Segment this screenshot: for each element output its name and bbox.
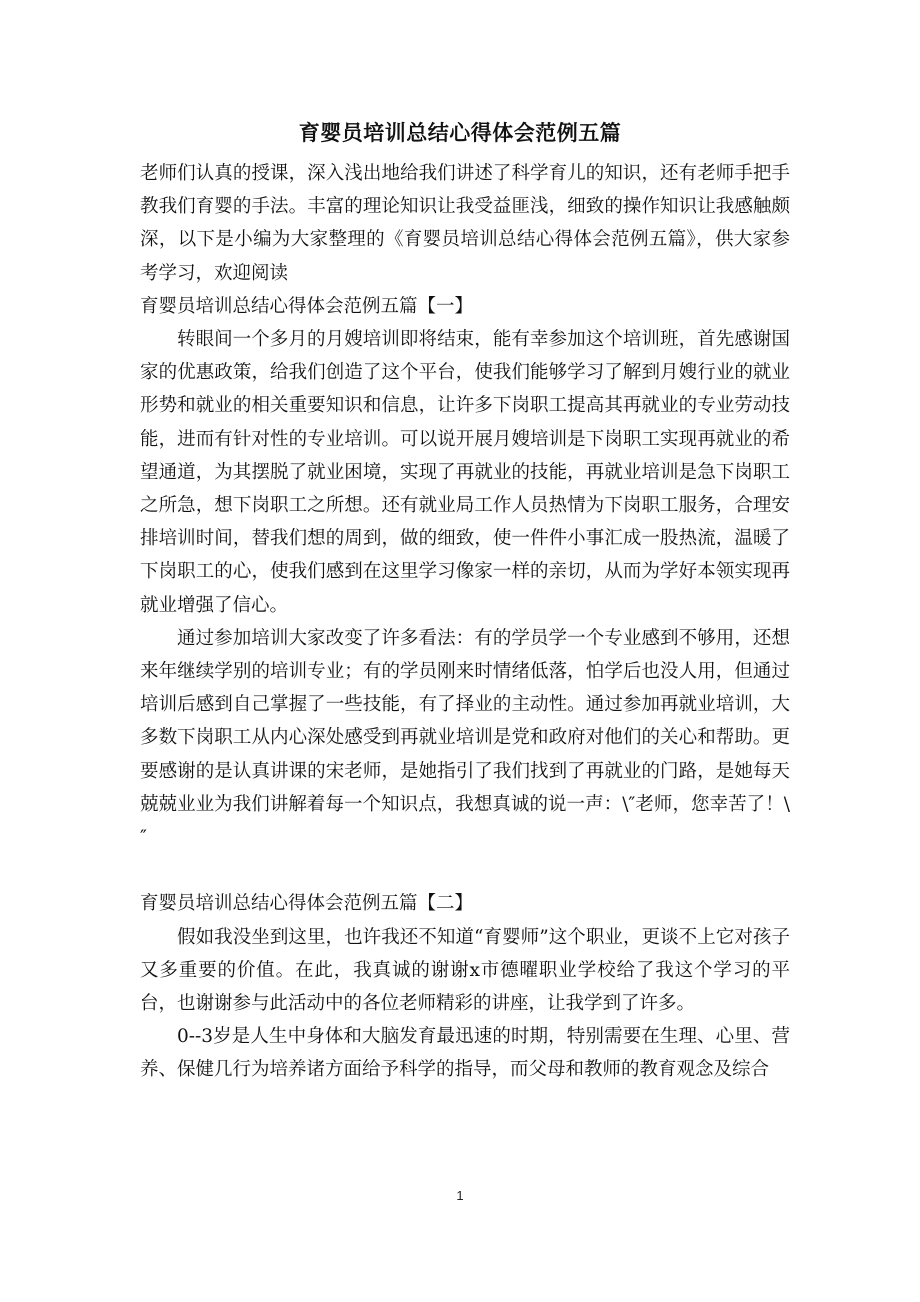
document-title: 育婴员培训总结心得体会范例五篇 — [298, 120, 622, 145]
section-spacer — [140, 854, 790, 887]
page-number: 1 — [456, 1188, 464, 1203]
section-heading-2: 育婴员培训总结心得体会范例五篇【二】 — [140, 893, 474, 915]
intro-paragraph: 老师们认真的授课，深入浅出地给我们讲述了科学育儿的知识，还有老师手把手教我们育婴的手法。丰富的理论知识让我受益匪浅，细致的操作知识让我感触颇深，以下是小编为大家整理的《育婴员培训总结心得体会范例五篇》，供大家参考学习，欢迎阅读 — [140, 163, 790, 284]
section-2-paragraph-2: 0--3岁是人生中身体和大脑发育最迅速的时期，特别需要在生理、心里、营养、保健几行为培养诸方面给予科学的指导，而父母和教师的教育观念及综合 — [140, 1026, 790, 1081]
section-1-paragraph-1: 转眼间一个多月的月嫂培训即将结束，能有幸参加这个培训班，首先感谢国家的优惠政策，给我们创造了这个平台，使我们能够学习了解到月嫂行业的就业形势和就业的相关重要知识和信息，让许多下岗职工提高其再就业的专业劳动技能，进而有针对性的专业培训。可以说开展月嫂培训是下岗职工实现再就业的希望通道，为其摆脱了就业困境，实现了再就业的技能，再就业培训是急下岗职工之所急，想下岗职工之所想。还有就业局工作人员热情为下岗职工服务，合理安排培训时间，替我们想的周到，做的细致，使一件件小事汇成一股热流，温暖了下岗职工的心，使我们感到在这里学习像家一样的亲切，从而为学好本领实现再就业增强了信心。 — [140, 329, 790, 616]
section-1-paragraph-2: 通过参加培训大家改变了许多看法：有的学员学一个专业感到不够用，还想来年继续学别的培训专业；有的学员刚来时情绪低落，怕学后也没人用，但通过培训后感到自己掌握了一些技能，有了择业的主动性。通过参加再就业培训，大多数下岗职工从内心深处感受到再就业培训是党和政府对他们的关心和帮助。更要感谢的是认真讲课的宋老师，是她指引了我们找到了再就业的门路，是她每天兢兢业业为我们讲解着每一个知识点，我想真诚的说一声：\″老师，您幸苦了！\″ — [140, 627, 790, 849]
section-2-paragraph-1: 假如我没坐到这里，也许我还不知道“育婴师”这个职业，更谈不上它对孩子又多重要的价值。在此，我真诚的谢谢x市德曜职业学校给了我这个学习的平台，也谢谢参与此活动中的各位老师精彩的讲座，让我学到了许多。 — [140, 926, 790, 1015]
section-heading-1: 育婴员培训总结心得体会范例五篇【一】 — [140, 295, 474, 317]
document-body — [140, 157, 790, 1087]
